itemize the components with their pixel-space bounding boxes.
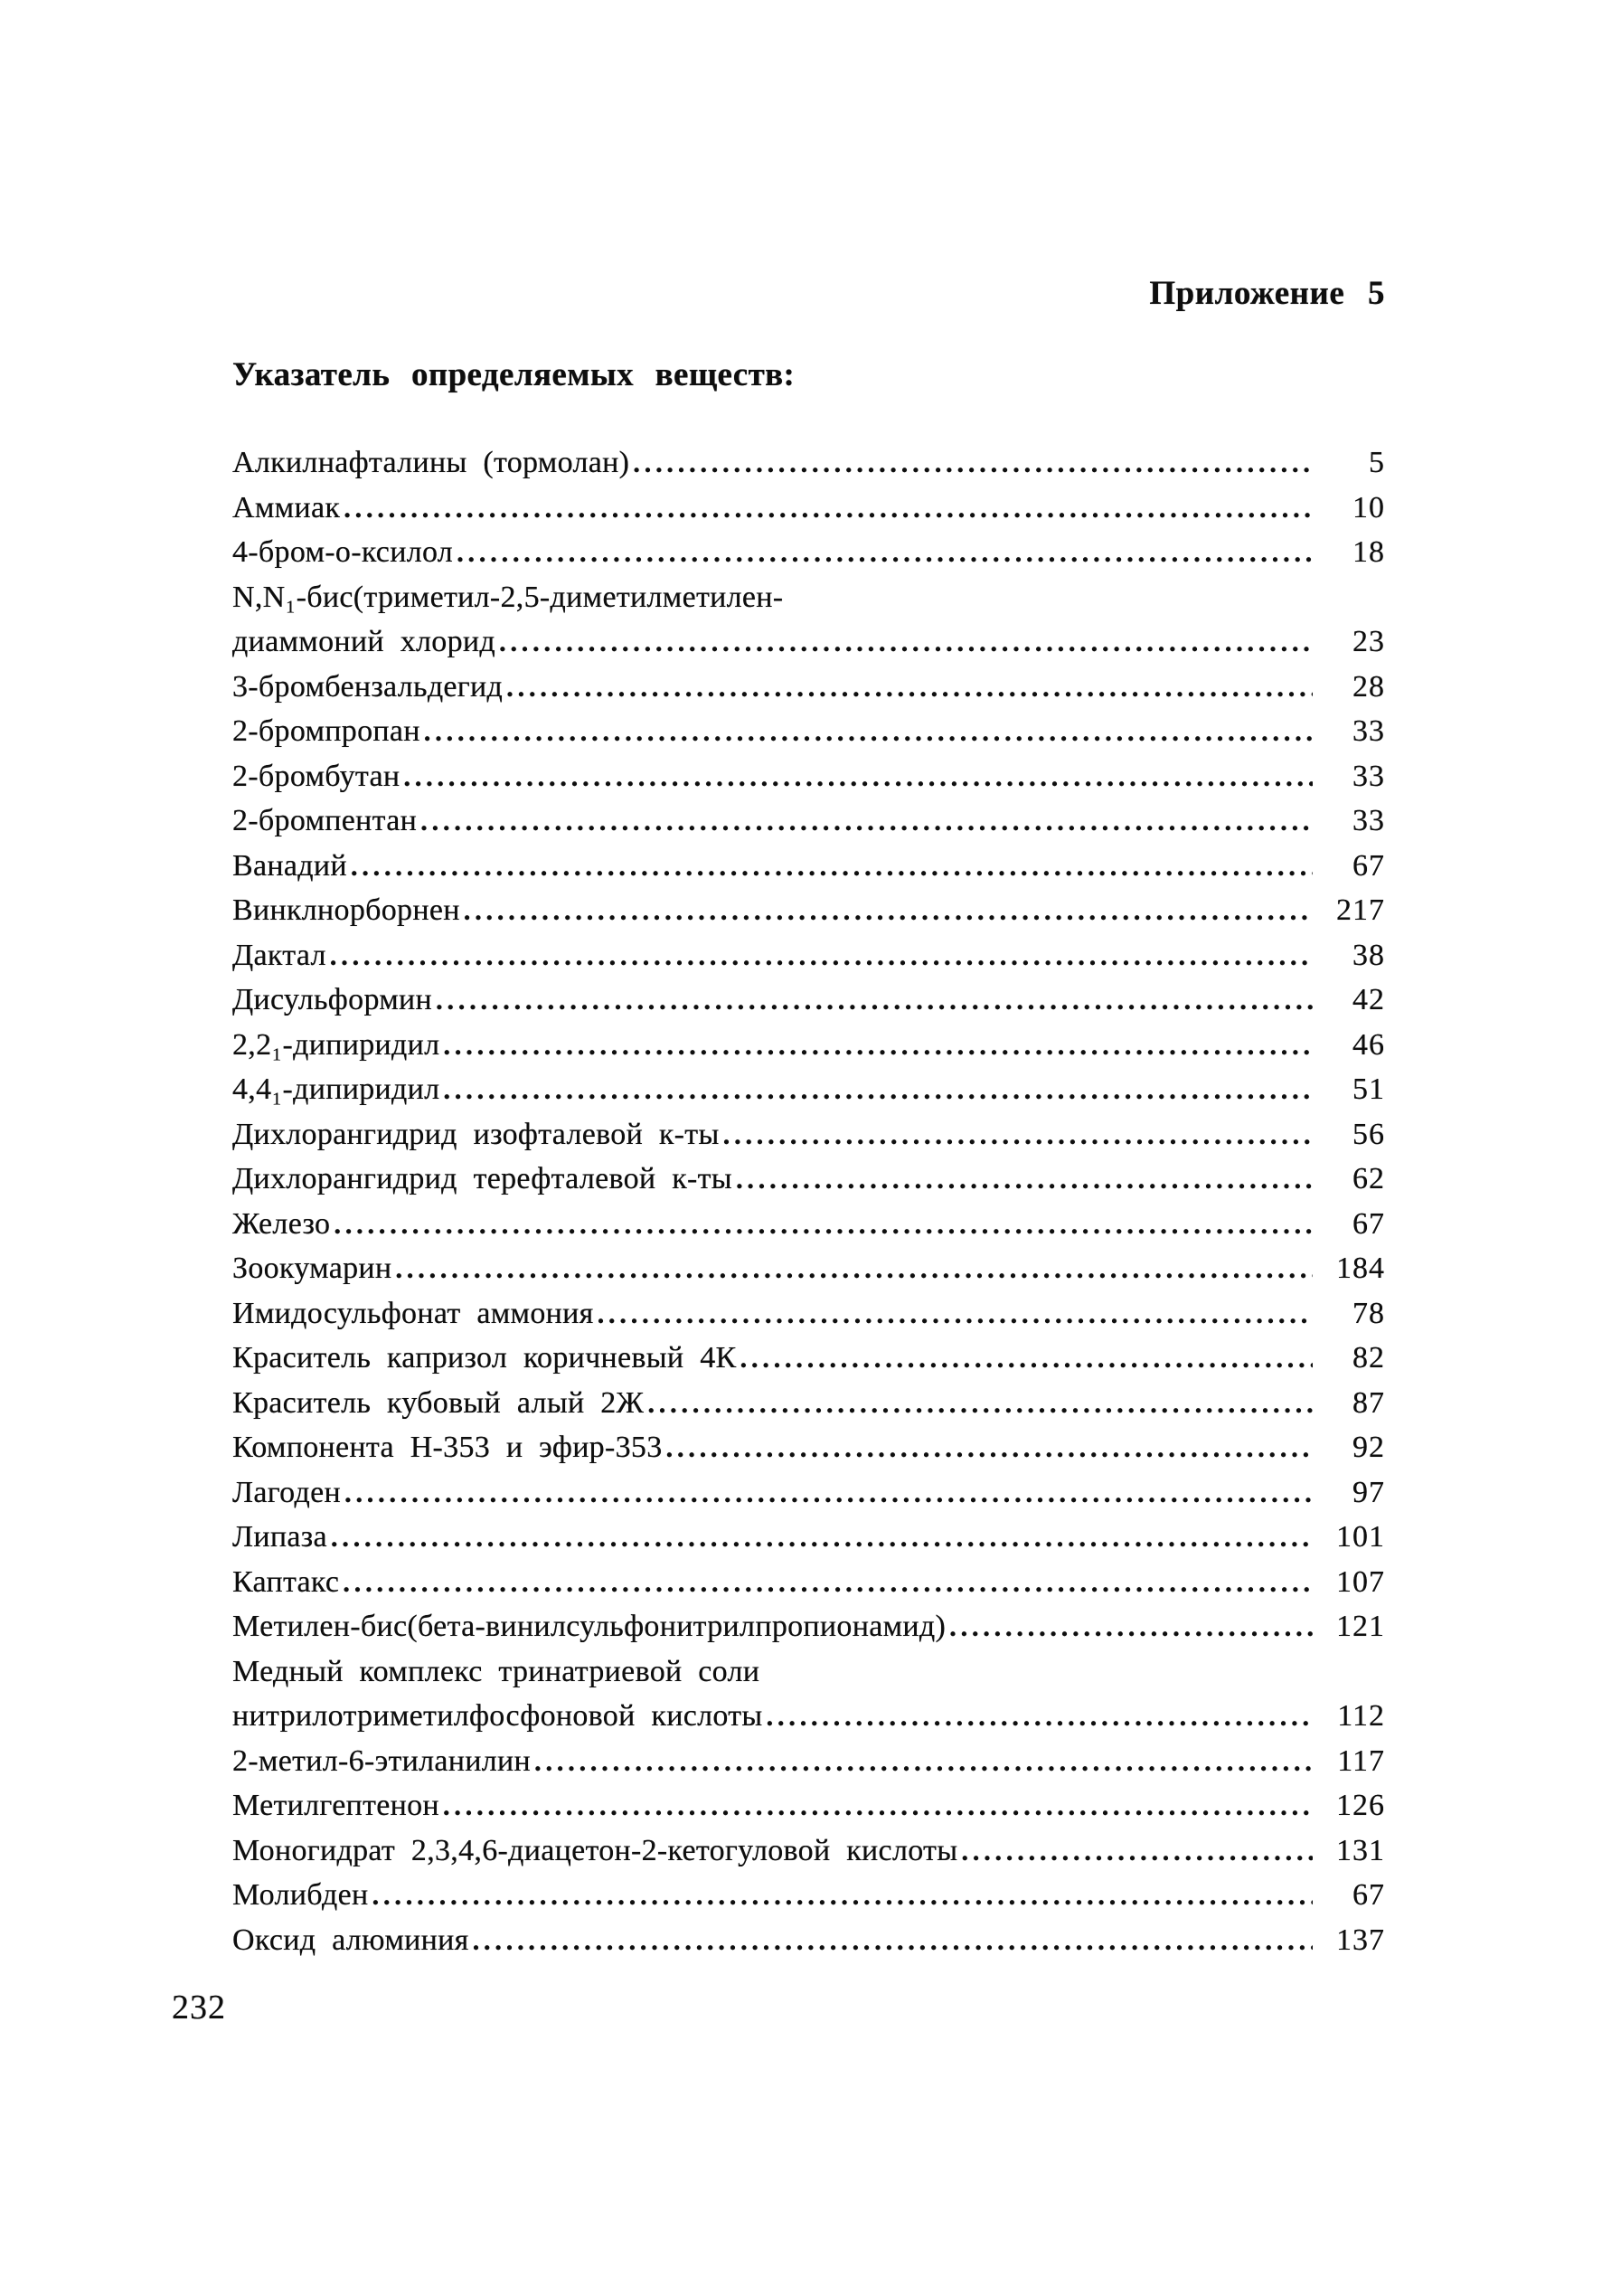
dot-leader xyxy=(763,1694,1313,1739)
index-entry-row xyxy=(232,1246,1385,1291)
page-number: 232 xyxy=(172,1989,226,2027)
dot-leader xyxy=(417,798,1313,844)
entry-label: 4,4₁-дипиридил xyxy=(232,1072,440,1106)
dot-leader xyxy=(720,1112,1313,1157)
dot-leader xyxy=(469,1918,1313,1963)
index-entry-row xyxy=(232,1515,1385,1560)
entry-label: Краситель капризол коричневый 4К xyxy=(232,1341,737,1375)
entry-label: Лагоден xyxy=(232,1475,341,1509)
dot-leader xyxy=(347,844,1313,889)
dot-leader xyxy=(531,1739,1313,1784)
entry-label: Имидосульфонат аммония xyxy=(232,1296,594,1330)
entry-page-number: 33 xyxy=(1352,804,1385,837)
index-entry-row xyxy=(232,1470,1385,1516)
entry-label: Краситель кубовый алый 2Ж xyxy=(232,1385,645,1420)
entry-page-number: 42 xyxy=(1352,983,1385,1016)
substance-index-list xyxy=(232,440,1385,1962)
entry-label: Каптакс xyxy=(232,1564,340,1599)
dot-leader xyxy=(327,1515,1313,1560)
entry-label: Винклнорборнен xyxy=(232,893,460,927)
dot-leader xyxy=(732,1157,1313,1202)
entry-page-number: 121 xyxy=(1336,1610,1385,1643)
dot-leader xyxy=(391,1246,1313,1291)
entry-label: Молибден xyxy=(232,1878,369,1912)
dot-leader xyxy=(439,1783,1313,1828)
entry-page-number: 62 xyxy=(1352,1162,1385,1195)
entry-label: Медный комплекс тринатриевой соли xyxy=(232,1654,760,1688)
dot-leader xyxy=(460,888,1313,933)
dot-leader xyxy=(326,933,1313,978)
entry-page-number: 97 xyxy=(1352,1475,1385,1509)
index-entry-row xyxy=(232,1828,1385,1874)
dot-leader xyxy=(644,1381,1313,1426)
entry-page-number: 33 xyxy=(1352,714,1385,748)
entry-page-number: 67 xyxy=(1352,1878,1385,1912)
dot-leader xyxy=(341,1470,1313,1516)
entry-page-number: 10 xyxy=(1352,490,1385,524)
index-entry-row xyxy=(232,1604,1385,1649)
entry-label: диаммоний хлорид xyxy=(232,625,495,658)
index-entry-row xyxy=(232,933,1385,978)
entry-label: Оксид алюминия xyxy=(232,1923,469,1957)
entry-page-number: 5 xyxy=(1369,446,1385,479)
entry-page-number: 38 xyxy=(1352,938,1385,972)
entry-label: Зоокумарин xyxy=(232,1252,392,1285)
dot-leader xyxy=(663,1425,1313,1470)
dot-leader xyxy=(339,1560,1313,1605)
index-entry-row xyxy=(232,709,1385,754)
entry-page-number: 112 xyxy=(1337,1699,1385,1733)
entry-page-number: 67 xyxy=(1352,1206,1385,1241)
entry-page-number: 107 xyxy=(1336,1564,1385,1599)
entry-page-number: 67 xyxy=(1352,848,1385,883)
entry-page-number: 131 xyxy=(1336,1833,1385,1867)
entry-label: Дихлорангидрид изофталевой к-ты xyxy=(232,1117,720,1151)
entry-label: N,N₁-бис(триметил-2,5-диметилметилен- xyxy=(232,580,784,614)
index-entry-row xyxy=(232,1694,1385,1739)
dot-leader xyxy=(439,1023,1313,1068)
index-entry-row xyxy=(232,1649,1385,1695)
index-entry-row xyxy=(232,1291,1385,1337)
index-entry-row xyxy=(232,978,1385,1023)
entry-label: 2-бромбутан xyxy=(232,759,400,793)
index-entry-row xyxy=(232,888,1385,933)
index-entry-row xyxy=(232,1918,1385,1963)
dot-leader xyxy=(330,1202,1313,1247)
entry-label: Моногидрат 2,3,4,6-диацетон-2-кетогуловой кислоты xyxy=(232,1833,958,1867)
dot-leader xyxy=(503,665,1313,710)
page-title: Указатель определяемых веществ: xyxy=(232,356,796,393)
index-entry-row xyxy=(232,754,1385,799)
index-entry-row xyxy=(232,440,1385,486)
entry-label: нитрилотриметилфосфоновой кислоты xyxy=(232,1699,763,1733)
entry-page-number: 56 xyxy=(1352,1117,1385,1151)
dot-leader xyxy=(946,1604,1313,1649)
entry-label: Аммиак xyxy=(232,490,341,524)
index-entry-row xyxy=(232,1023,1385,1068)
dot-leader xyxy=(432,978,1313,1023)
entry-page-number: 51 xyxy=(1352,1072,1385,1106)
entry-page-number: 87 xyxy=(1352,1385,1385,1420)
dot-leader xyxy=(340,486,1313,531)
entry-page-number: 78 xyxy=(1352,1296,1385,1330)
entry-page-number: 92 xyxy=(1352,1431,1385,1464)
entry-page-number: 137 xyxy=(1336,1923,1385,1957)
dot-leader xyxy=(420,709,1313,754)
dot-leader xyxy=(400,754,1313,799)
entry-label: Алкилнафталины (тормолан) xyxy=(232,446,630,479)
dot-leader xyxy=(453,530,1313,575)
entry-label: Ванадий xyxy=(232,848,347,883)
index-entry-row xyxy=(232,1202,1385,1247)
index-entry-row xyxy=(232,665,1385,710)
entry-label: Железо xyxy=(232,1206,331,1241)
index-entry-row xyxy=(232,844,1385,889)
index-entry-row xyxy=(232,1560,1385,1605)
entry-label: 4-бром-о-ксилол xyxy=(232,535,454,569)
dot-leader xyxy=(957,1828,1313,1874)
entry-page-number: 28 xyxy=(1352,669,1385,704)
entry-page-number: 46 xyxy=(1352,1027,1385,1062)
entry-page-number: 33 xyxy=(1352,759,1385,793)
index-entry-row xyxy=(232,1381,1385,1426)
index-entry-row xyxy=(232,1112,1385,1157)
dot-leader xyxy=(737,1336,1313,1381)
entry-label: Дихлорангидрид терефталевой к-ты xyxy=(232,1162,732,1195)
dot-leader xyxy=(439,1067,1313,1112)
entry-label: Метилен-бис(бета-винилсульфонитрилпропионамид) xyxy=(232,1610,947,1643)
entry-page-number: 23 xyxy=(1352,625,1385,658)
entry-page-number: 18 xyxy=(1352,535,1385,569)
index-entry-row xyxy=(232,619,1385,665)
index-entry-row xyxy=(232,1425,1385,1470)
entry-page-number: 82 xyxy=(1352,1341,1385,1375)
entry-label: Метилгептенон xyxy=(232,1789,439,1822)
entry-label: 2-метил-6-этиланилин xyxy=(232,1743,532,1778)
entry-label: 2-бромпропан xyxy=(232,714,420,748)
entry-label: 2,2₁-дипиридил xyxy=(232,1027,440,1062)
index-entry-row xyxy=(232,1067,1385,1112)
entry-label: Дисульформин xyxy=(232,983,433,1016)
index-entry-row xyxy=(232,486,1385,531)
entry-label: 3-бромбензальдегид xyxy=(232,669,504,704)
index-entry-row xyxy=(232,1783,1385,1828)
index-entry-row xyxy=(232,1157,1385,1202)
entry-page-number: 184 xyxy=(1336,1252,1385,1285)
index-entry-row xyxy=(232,1336,1385,1381)
entry-label: 2-бромпентан xyxy=(232,804,418,837)
index-entry-row xyxy=(232,530,1385,575)
index-entry-row xyxy=(232,1873,1385,1918)
entry-page-number: 101 xyxy=(1336,1520,1385,1554)
index-entry-row xyxy=(232,1739,1385,1784)
index-entry-row xyxy=(232,798,1385,844)
entry-page-number: 117 xyxy=(1337,1743,1385,1778)
dot-leader xyxy=(369,1873,1313,1918)
entry-page-number: 126 xyxy=(1336,1789,1385,1822)
index-entry-row xyxy=(232,575,1385,620)
dot-leader xyxy=(495,619,1313,665)
dot-leader xyxy=(594,1291,1313,1337)
entry-page-number: 217 xyxy=(1336,893,1385,927)
entry-label: Компонента Н-353 и эфир-353 xyxy=(232,1431,663,1464)
entry-label: Дактал xyxy=(232,938,326,972)
dot-leader xyxy=(629,440,1313,486)
appendix-label: Приложение 5 xyxy=(1149,275,1385,312)
entry-label: Липаза xyxy=(232,1520,327,1554)
